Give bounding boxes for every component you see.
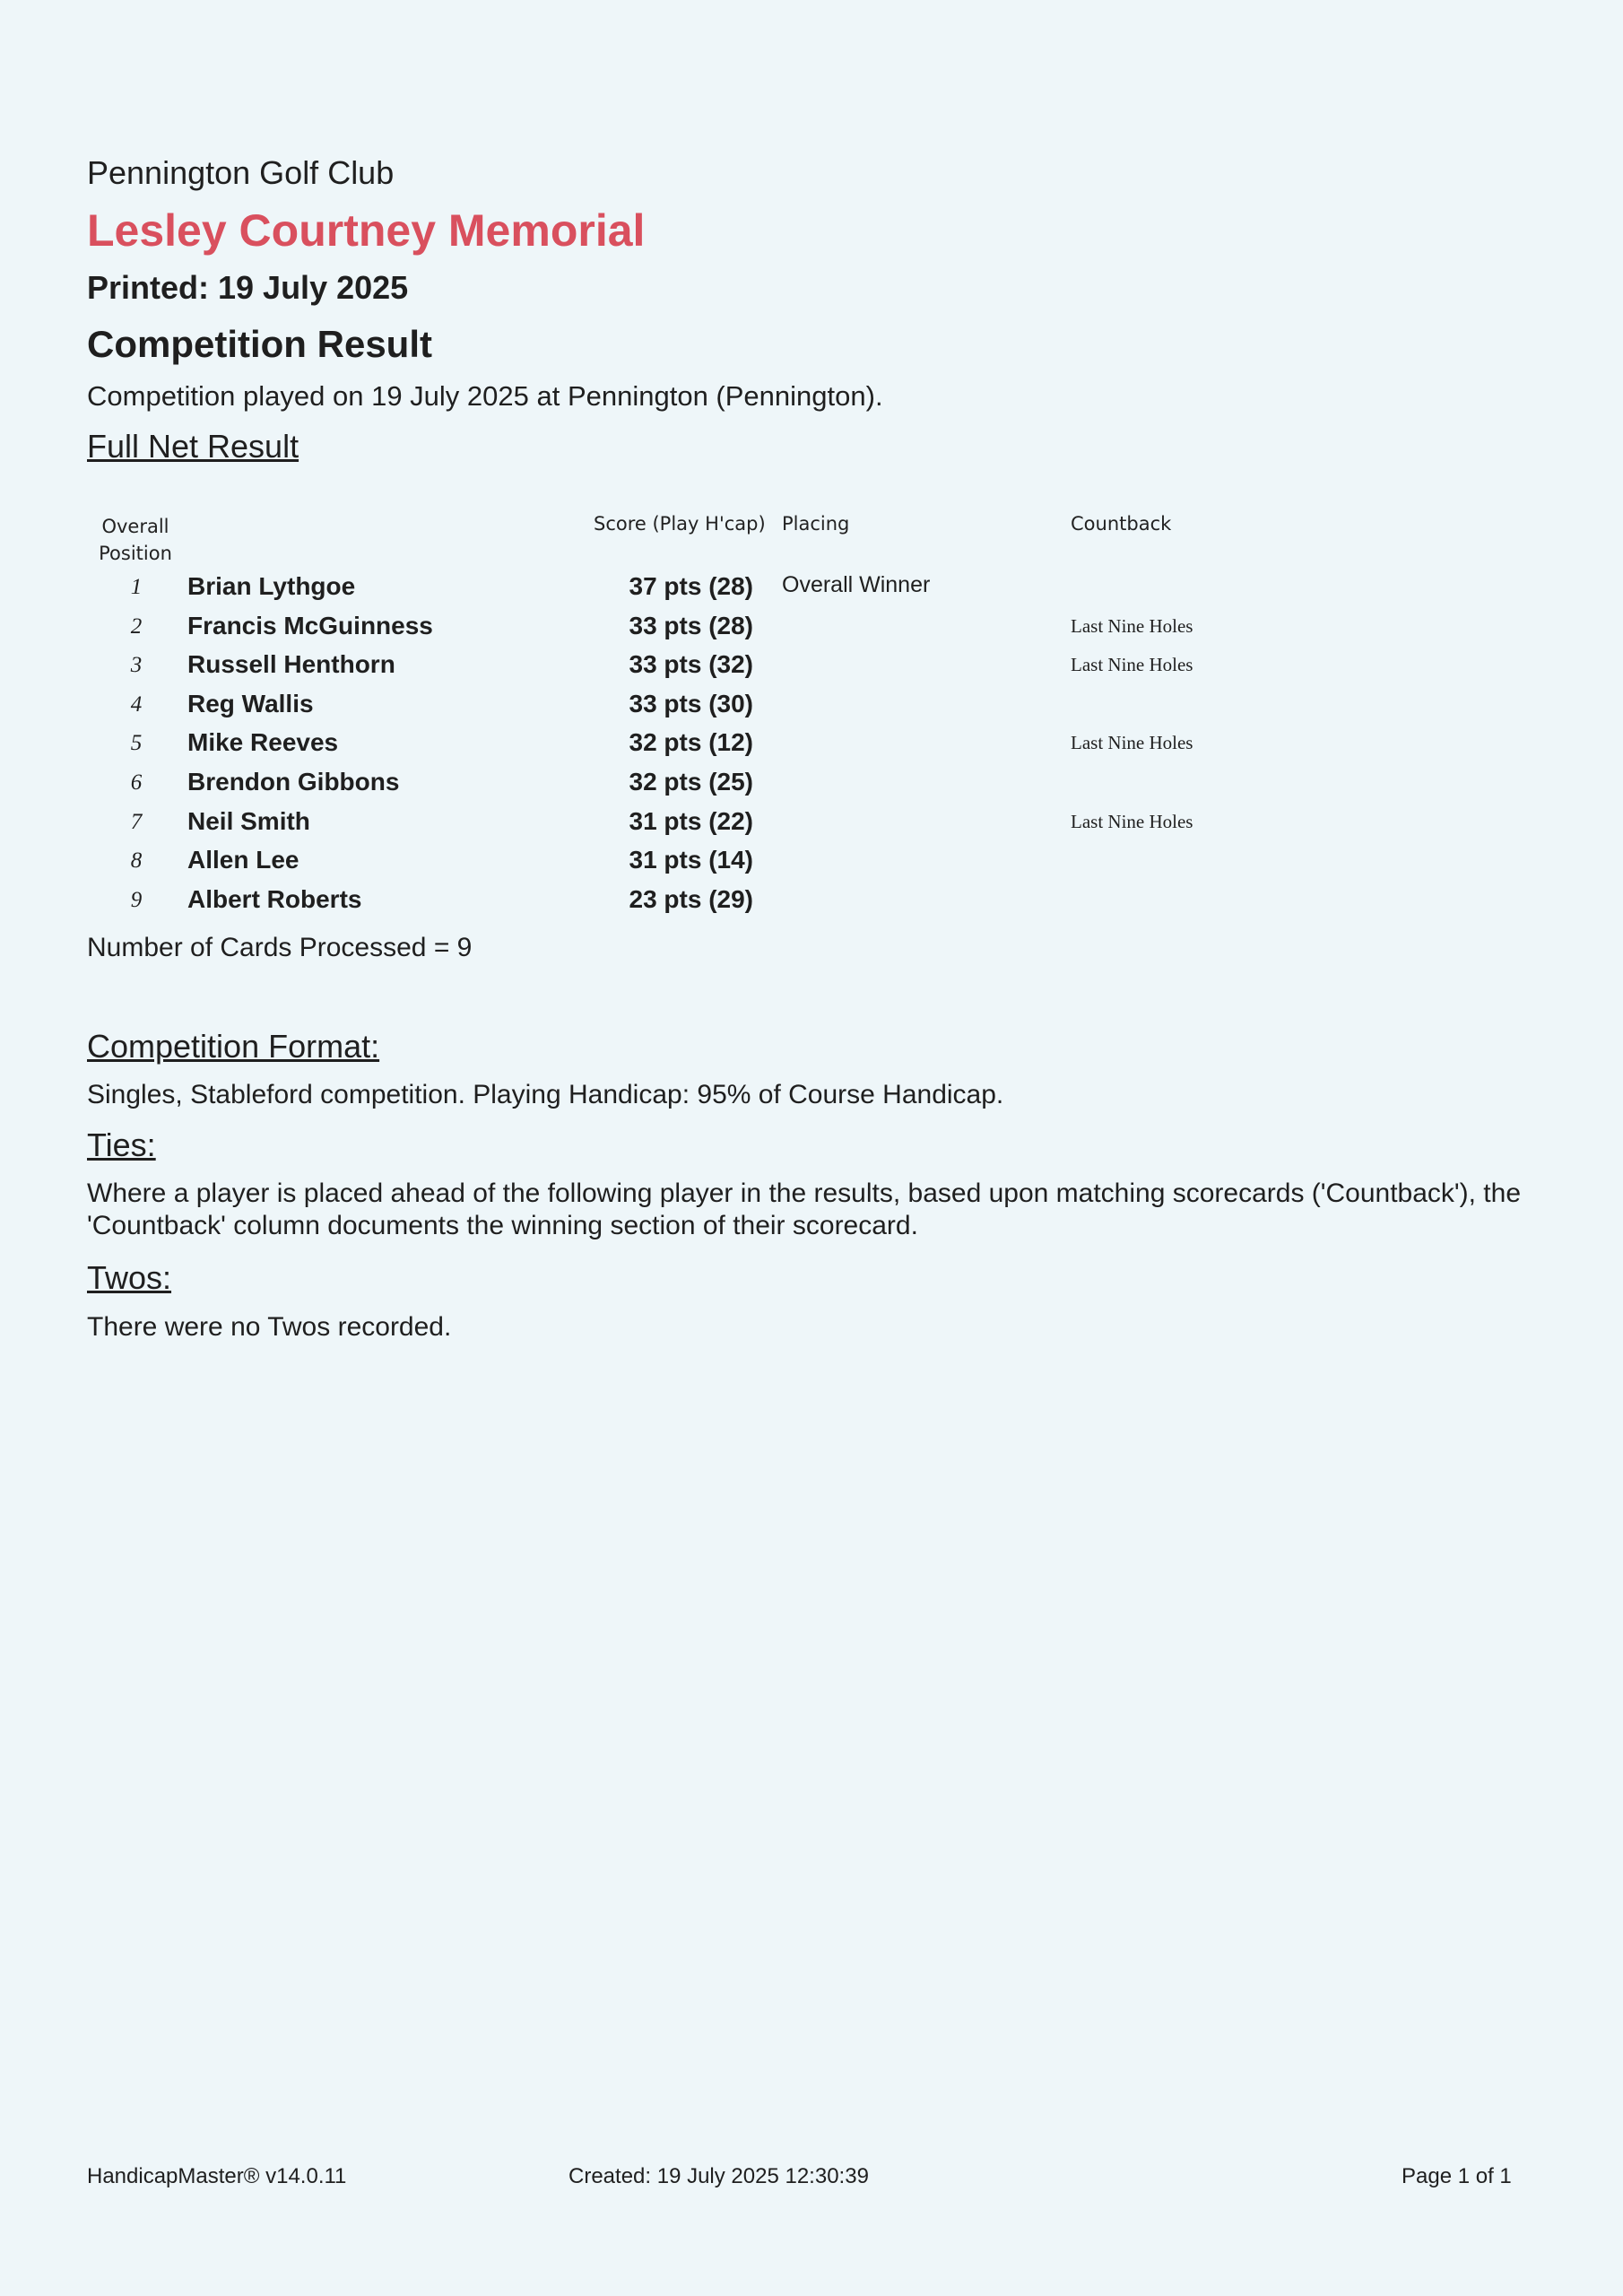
row-countback: Last Nine Holes [1071, 811, 1193, 832]
page-title: Competition Result [87, 323, 432, 365]
footer-page-number: Page 1 of 1 [1402, 2164, 1512, 2188]
row-player-name: Mike Reeves [187, 728, 339, 756]
competition-format-heading: Competition Format: [87, 1028, 380, 1065]
row-position: 6 [130, 770, 143, 795]
printed-date: Printed: 19 July 2025 [87, 269, 409, 306]
column-header-placing: Placing [782, 513, 850, 535]
row-countback: Last Nine Holes [1071, 654, 1193, 675]
row-score: 23 pts (29) [629, 885, 753, 913]
competition-played-info: Competition played on 19 July 2025 at Pennington (Pennington). [87, 380, 883, 412]
row-score: 37 pts (28) [629, 572, 753, 600]
row-player-name: Albert Roberts [187, 885, 362, 913]
full-net-result-heading: Full Net Result [87, 428, 299, 465]
club-name: Pennington Golf Club [87, 154, 395, 191]
ties-text: Where a player is placed ahead of the following player in the results, based upon matching scorecards ('Countback'), the 'Countback' column documents the winning section of their scorecard. [87, 1178, 1522, 1240]
row-position: 8 [130, 848, 143, 873]
row-position: 2 [130, 614, 143, 639]
column-header-countback: Countback [1071, 513, 1172, 535]
twos-heading: Twos: [87, 1259, 172, 1296]
footer-software-version: HandicapMaster® v14.0.11 [87, 2164, 347, 2188]
row-score: 33 pts (28) [629, 612, 753, 639]
row-player-name: Brian Lythgoe [187, 572, 356, 600]
row-player-name: Russell Henthorn [187, 650, 395, 678]
row-score: 33 pts (32) [629, 650, 753, 678]
row-position: 7 [130, 810, 143, 834]
row-countback: Last Nine Holes [1071, 732, 1193, 753]
row-player-name: Reg Wallis [187, 690, 314, 718]
row-score: 31 pts (14) [629, 846, 753, 874]
row-score: 33 pts (30) [629, 690, 753, 718]
ties-heading: Ties: [87, 1126, 156, 1163]
row-player-name: Brendon Gibbons [187, 768, 400, 796]
twos-text: There were no Twos recorded. [87, 1312, 452, 1342]
column-header-score: Score (Play H'cap) [594, 513, 766, 535]
row-player-name: Neil Smith [187, 807, 310, 835]
row-score: 31 pts (22) [629, 807, 753, 835]
competition-format-text: Singles, Stableford competition. Playing Handicap: 95% of Course Handicap. [87, 1080, 1004, 1109]
column-header-position: Overall Position [99, 516, 172, 564]
row-position: 9 [130, 888, 143, 912]
row-placing: Overall Winner [782, 572, 931, 597]
footer-created-date: Created: 19 July 2025 12:30:39 [568, 2164, 869, 2188]
row-position: 4 [130, 692, 143, 717]
row-position: 3 [130, 653, 143, 677]
cards-processed: Number of Cards Processed = 9 [87, 933, 473, 962]
row-score: 32 pts (12) [629, 728, 753, 756]
row-score: 32 pts (25) [629, 768, 753, 796]
row-player-name: Francis McGuinness [187, 612, 433, 639]
competition-name: Lesley Courtney Memorial [87, 205, 646, 256]
row-countback: Last Nine Holes [1071, 615, 1193, 637]
row-player-name: Allen Lee [187, 846, 299, 874]
row-position: 5 [130, 731, 143, 755]
row-position: 1 [130, 575, 143, 599]
